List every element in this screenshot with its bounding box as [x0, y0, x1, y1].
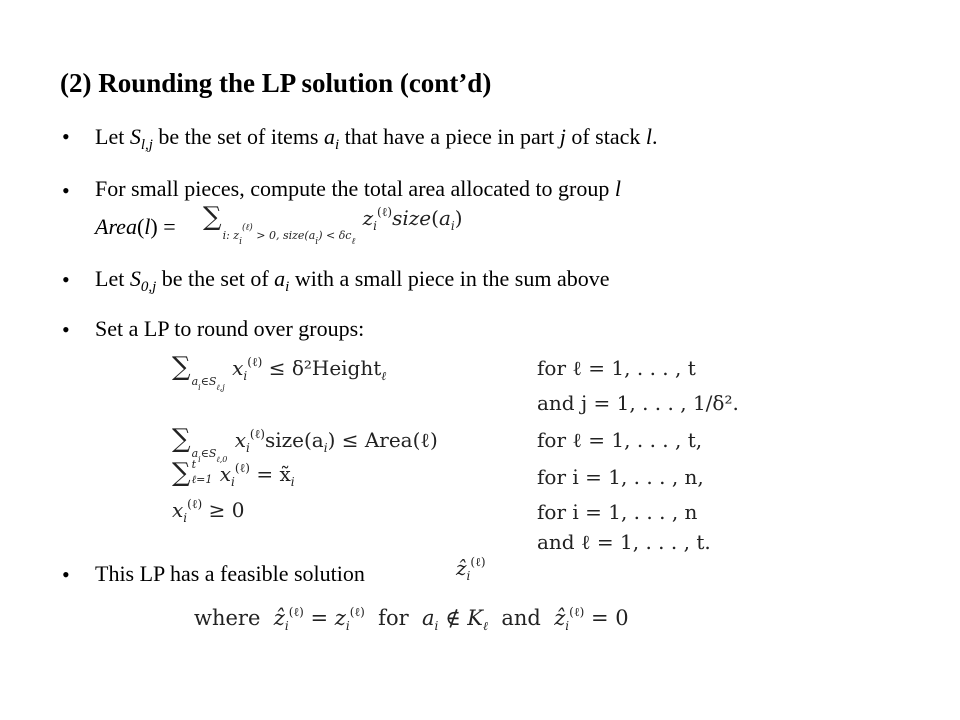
lp-condition-4a: for i = 1, . . . , n — [537, 500, 698, 524]
lp-constraint-2: ∑ $a_i\in S_{\ell,0}$ $x_i^{(\ell)}size(a_i)$ ≤ Area(ℓ) — [172, 424, 438, 464]
area-sum-formula: ∑ i: $z_i^{(\ell)} > 0$, $size(a_i) < \delta c_\ell$ $z_i^{(\ell)}size(a_i)$ — [203, 202, 463, 247]
lp-condition-1a: for ℓ = 1, . . . , t — [537, 356, 696, 380]
bullet-2-text: For small pieces, compute the total area allocated to group l — [95, 176, 622, 201]
slide-title: (2) Rounding the LP solution (cont’d) — [60, 68, 492, 98]
bullet-marker: • — [62, 317, 70, 342]
lp-condition-4b: and ℓ = 1, . . . , t. — [537, 530, 711, 554]
bullet-marker: • — [62, 124, 70, 149]
where-condition-line: where ẑ$_i^{(\ell)}$ = $z_i^{(\ell)}$ for $a_i$ ∉ $K_\ell$ and ẑ$_i^{(\ell)}$ = 0 — [194, 605, 629, 633]
bullet-marker: • — [62, 562, 70, 587]
bullet-marker: • — [62, 178, 70, 203]
bullet-3-text: Let $S_{0,j}$ be the set of $a_i$ with a small piece in the sum above — [95, 266, 610, 295]
lp-condition-1b: and j = 1, . . . , 1/δ². — [537, 391, 739, 415]
feasible-solution-symbol: ẑ$_i^{(\ell)}$ — [456, 555, 486, 583]
lp-constraint-3: ∑ t ℓ=1 $x_i^{(\ell)}$ = $x̃_i$ — [172, 458, 295, 489]
lp-condition-2: for ℓ = 1, . . . , t, — [537, 428, 703, 452]
area-formula-label: Area(l) = — [95, 214, 176, 239]
bullet-4-text: Set a LP to round over groups: — [95, 316, 365, 341]
bullet-1-text: Let $S_{l,j}$ be the set of items $a_i$ that have a piece in part j of stack l. — [95, 124, 658, 153]
bullet-marker: • — [62, 267, 70, 292]
lp-constraint-4: $x_i^{(\ell)} \ge 0$ — [172, 497, 245, 525]
lp-condition-3: for i = 1, . . . , n, — [537, 465, 704, 489]
lp-constraint-1: ∑ $a_i\in S_{\ell,j}$ $x_i^{(\ell)}$ ≤ δ²Height$_\ell$ — [172, 352, 387, 392]
bullet-5-text: This LP has a feasible solution — [95, 561, 365, 586]
